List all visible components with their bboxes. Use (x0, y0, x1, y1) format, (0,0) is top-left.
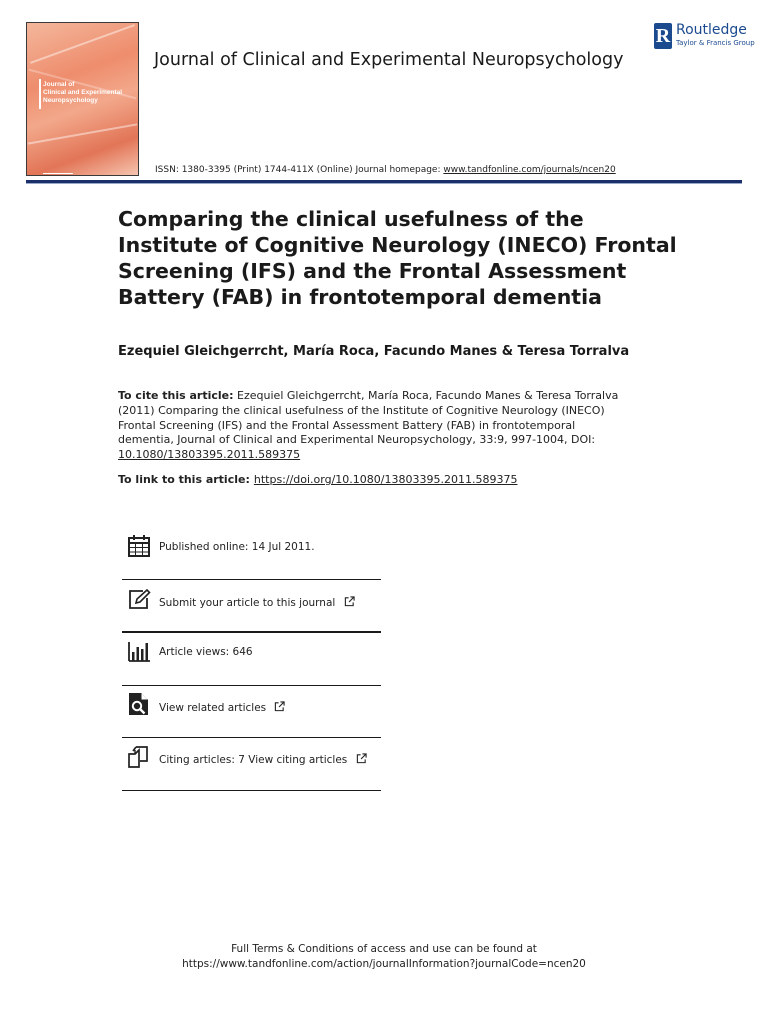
cite-doi-link[interactable]: 10.1080/13803395.2011.589375 (118, 448, 301, 462)
citing-documents-icon (127, 745, 151, 769)
published-online-item (122, 530, 381, 580)
info-separator (122, 790, 381, 791)
article-doi-link[interactable]: https://doi.org/10.1080/13803395.2011.589375 (253, 473, 518, 486)
external-link-icon (344, 596, 355, 607)
published-online-text: Published online: 14 Jul 2011. (159, 541, 315, 553)
cover-title: Journal of Clinical and Experimental Neuropsychology (43, 81, 123, 104)
terms-footer (0, 942, 768, 972)
cite-label: To cite this article: (118, 389, 234, 402)
terms-url-link[interactable]: https://www.tandfonline.com/action/journalInformation?journalCode=ncen20 (182, 958, 586, 970)
article-views-item (122, 633, 381, 685)
terms-text: Full Terms & Conditions of access and use can be found at (231, 943, 537, 955)
journal-title: Journal of Clinical and Experimental Neuropsychology (154, 50, 624, 70)
journal-cover-image (26, 22, 139, 176)
article-info-list (122, 530, 381, 792)
document-search-icon (127, 692, 151, 716)
external-link-icon (356, 753, 367, 764)
article-title: Comparing the clinical usefulness of the Institute of Cognitive Neurology (INECO) Frontal Screening (IFS) and the Frontal Assessment Battery (FAB) in frontotemporal dementia (118, 207, 677, 309)
external-link-icon (274, 701, 285, 712)
cite-text: Ezequiel Gleichgerrcht, María Roca, Facundo Manes & Teresa Torralva (2011) Comparing the clinical usefulness of the Institute of Cognitive Neurology (INECO) Frontal Screening (IFS) and the Frontal Assessment Battery (FAB) in frontotemporal dementia, Journal of Clinical and Experimental Neuropsychology, 33:9, 997-1004, DOI: (118, 389, 619, 447)
header-divider-shadow (26, 183, 742, 184)
submit-article-link[interactable]: Submit your article to this journal (159, 596, 355, 609)
citing-articles-link[interactable]: Citing articles: 7 View citing articles (159, 753, 367, 766)
bar-chart-icon (127, 639, 151, 663)
article-authors: Ezequiel Gleichgerrcht, María Roca, Facundo Manes & Teresa Torralva (118, 344, 630, 359)
publisher-group: Taylor & Francis Group (676, 39, 755, 47)
citing-articles-item[interactable] (122, 738, 381, 792)
related-articles-item[interactable] (122, 686, 381, 738)
publisher-name: Routledge (676, 22, 747, 38)
article-link-row (118, 473, 517, 486)
publisher-logo (654, 21, 755, 51)
calendar-icon (127, 534, 151, 558)
article-views-text: Article views: 646 (159, 646, 253, 658)
edit-icon (127, 588, 151, 612)
submit-article-item[interactable] (122, 580, 381, 632)
citation-block (118, 389, 628, 463)
issn-text: ISSN: 1380-3395 (Print) 1744-411X (Online) Journal homepage: (155, 165, 444, 175)
routledge-logo-icon: R (655, 25, 671, 47)
issn-line (155, 165, 616, 175)
related-articles-link[interactable]: View related articles (159, 701, 285, 714)
journal-homepage-link[interactable]: www.tandfonline.com/journals/ncen20 (443, 165, 616, 175)
link-label: To link to this article: (118, 473, 250, 486)
